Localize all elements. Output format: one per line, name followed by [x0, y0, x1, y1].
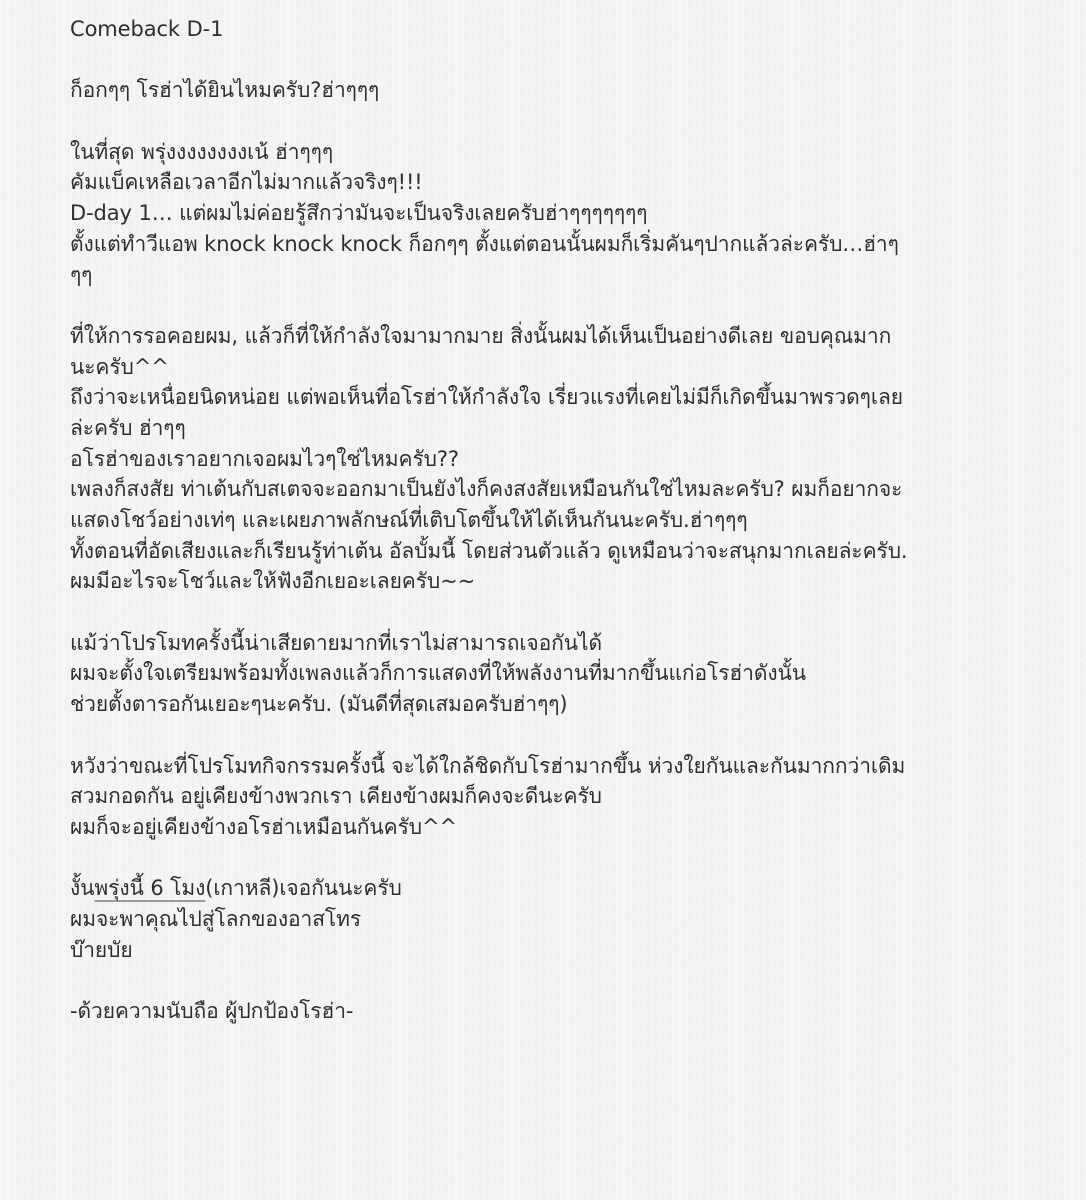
text-line: อโรฮ่าของเราอยากเจอผมไวๆใช่ไหมครับ?? — [70, 446, 459, 471]
text-line: นะครับ^^ — [70, 354, 169, 379]
text-line: ๆๆ — [70, 262, 93, 287]
paragraph-2 — [70, 321, 1060, 597]
text-line: แม้ว่าโปรโมทครั้งนี้น่าเสียดายมากที่เราไม่สามารถเจอกันได้ — [70, 630, 602, 655]
closing-line — [70, 873, 1060, 904]
spacer — [70, 106, 1060, 137]
closing-prefix: งั้น — [70, 876, 95, 901]
text-line: ล่ะครับ ฮ่าๆๆ — [70, 415, 186, 440]
closing-suffix: (เกาหลี)เจอกันนะครับ — [205, 876, 402, 901]
text-line: เพลงก็สงสัย ท่าเต้นกับสเตจจะออกมาเป็นยังไงก็คงสงสัยเหมือนกันใช่ไหมละครับ? ผมก็อยากจะ — [70, 477, 903, 502]
text-line: ในที่สุด พรุ่งงงงงงงงเน้ ฮ่าๆๆๆ — [70, 139, 333, 164]
spacer — [70, 720, 1060, 751]
text-line: คัมแบ็คเหลือเวลาอีกไม่มากแล้วจริงๆ!!! — [70, 170, 423, 195]
spacer — [70, 965, 1060, 996]
paragraph-4 — [70, 751, 1060, 843]
spacer — [70, 597, 1060, 628]
text-line: ที่ให้การรอคอยผม, แล้วก็ที่ให้กำลังใจมามากมาย สิ่งนั้นผมได้เห็นเป็นอย่างดีเลย ขอบคุณมาก — [70, 323, 892, 348]
time-link[interactable]: พรุ่งนี้ 6 โมง — [94, 876, 206, 901]
closing-block — [70, 873, 1060, 965]
note-body — [70, 14, 1060, 1027]
spacer — [70, 290, 1060, 321]
signature: -ด้วยความนับถือ ผู้ปกป้องโรฮ่า- — [70, 999, 354, 1023]
text-line: สวมกอดกัน อยู่เคียงข้างพวกเรา เคียงข้างผมก็คงจะดีนะครับ — [70, 784, 602, 809]
greeting-line: ก็อกๆๆ โรฮ่าได้ยินไหมครับ?ฮ่าๆๆๆ — [70, 78, 380, 103]
spacer — [70, 45, 1060, 76]
text-line: ผมจะตั้งใจเตรียมพร้อมทั้งเพลงแล้วก็การแสดงที่ให้พลังงานที่มากขึ้นแก่อโรฮ่าดังนั้น — [70, 661, 807, 686]
text-line: ผมมีอะไรจะโชว์และให้ฟังอีกเยอะเลยครับ~~ — [70, 569, 476, 594]
text-line: บ๊ายบัย — [70, 937, 133, 962]
note-title: Comeback D-1 — [70, 17, 224, 41]
text-line: D-day 1… แต่ผมไม่ค่อยรู้สึกว่ามันจะเป็นจริงเลยครับฮ่าๆๆๆๆๆๆๆ — [70, 201, 648, 226]
text-line: แสดงโชว์อย่างเท่ๆ และเผยภาพลักษณ์ที่เติบโตขึ้นให้ได้เห็นกันนะครับ.ฮ่าๆๆๆ — [70, 508, 748, 532]
text-line: ผมจะพาคุณไปสู่โลกของอาสโทร — [70, 906, 362, 931]
text-line: ตั้งแต่ทำวีแอพ knock knock knock ก็อกๆๆ ตั้งแต่ตอนนั้นผมก็เริ่มคันๆปากแล้วล่ะครับ…ฮ่าๆ — [70, 231, 899, 256]
text-line: ทั้งตอนที่อัดเสียงและก็เรียนรู้ท่าเต้น อัลบั้มนี้ โดยส่วนตัวแล้ว ดูเหมือนว่าจะสนุกมากเลยล่ะครับ. — [70, 538, 908, 563]
paragraph-3 — [70, 628, 1060, 720]
spacer — [70, 843, 1060, 874]
text-line: ผมก็จะอยู่เคียงข้างอโรฮ่าเหมือนกันครับ^^ — [70, 814, 457, 839]
text-line: ช่วยตั้งตารอกันเยอะๆนะครับ. (มันดีที่สุดเสมอครับฮ่าๆๆ) — [70, 692, 568, 717]
text-line: หวังว่าขณะที่โปรโมทกิจกรรมครั้งนี้ จะได้ใกล้ชิดกับโรฮ่ามากขึ้น ห่วงใยกันและกันมากกว่าเดิม — [70, 753, 906, 778]
paragraph-1 — [70, 137, 1060, 290]
text-line: ถึงว่าจะเหนื่อยนิดหน่อย แต่พอเห็นที่อโรฮ่าให้กำลังใจ เรี่ยวแรงที่เคยไม่มีก็เกิดขึ้นมาพรวดๆเลย — [70, 385, 903, 410]
